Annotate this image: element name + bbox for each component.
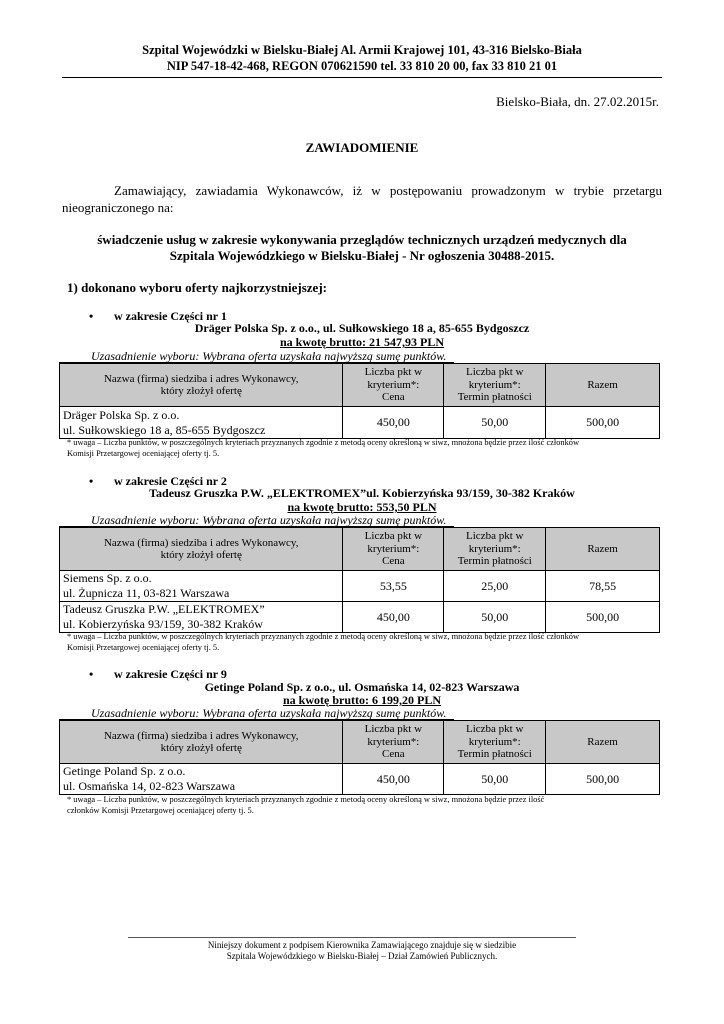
table-row: [60, 407, 660, 439]
offers-table: [59, 720, 660, 795]
total-points-cell: 500,00: [546, 602, 660, 633]
col-total-header: Razem: [546, 364, 660, 407]
footer-line-2: Szpitala Wojewódzkiego w Bielsku-Białej – Dział Zamówień Publicznych.: [226, 951, 498, 961]
part-label: w zakresie Części nr 2: [114, 474, 227, 488]
part-heading: • w zakresie Części nr 9: [89, 667, 227, 681]
points-note: * uwaga – Liczba punktów, w poszczególnych kryteriach przyznanych zgodnie z metodą oceny określoną w siwz, mnożona będzie przez ilość członków Komisji Przetargowej oceniającej oferty tj. 5.: [67, 795, 545, 815]
col-total-header: Razem: [546, 721, 660, 764]
intro-paragraph: [62, 182, 662, 216]
amount-line: na kwotę brutto: 553,50 PLN: [287, 500, 437, 514]
price-points-cell: 450,00: [343, 764, 444, 795]
offer-name-cell: Getinge Poland Sp. z o.o. ul. Osmańska 14, 02-823 Warszawa: [60, 764, 343, 795]
total-points-cell: 500,00: [546, 407, 660, 439]
header-divider: [62, 77, 662, 78]
winner-line: Tadeusz Gruszka P.W. „ELEKTROMEX”ul. Kobierzyńska 93/159, 30-382 Kraków: [149, 486, 575, 500]
justification-text: Uzasadnienie wyboru: Wybrana oferta uzyskała najwyższą sumę punktów.: [91, 706, 447, 720]
total-points-cell: 500,00: [546, 764, 660, 795]
points-note: * uwaga – Liczba punktów, w poszczególnych kryteriach przyznanych zgodnie z metodą oceny określoną w siwz, mnożona będzie przez ilość członków Komisji Przetargowej oceniającej oferty tj. 5.: [67, 438, 579, 458]
intro-text: Zamawiający, zawiadamia Wykonawców, iż w postępowaniu prowadzonym w trybie przetargu nieograniczonego na:: [62, 183, 662, 215]
offer-name-cell: Siemens Sp. z o.o. ul. Żupnicza 11, 03-821 Warszawa: [60, 571, 343, 602]
offer-name-cell: Dräger Polska Sp. z o.o. ul. Sułkowskiego 18 a, 85-655 Bydgoszcz: [60, 407, 343, 439]
col-price-header: Liczba pkt w kryterium*: Cena: [343, 721, 444, 764]
footer-divider: [128, 937, 576, 938]
col-total-header: Razem: [546, 528, 660, 571]
tender-subject-line-2: Szpitala Wojewódzkiego w Bielsku-Białej - Nr ogłoszenia 30488-2015.: [169, 248, 555, 263]
hospital-contact-line: NIP 547-18-42-468, REGON 070621590 tel. 33 810 20 00, fax 33 810 21 01: [166, 59, 558, 73]
points-note: * uwaga – Liczba punktów, w poszczególnych kryteriach przyznanych zgodnie z metodą oceny określoną w siwz, mnożona będzie przez ilość członków Komisji Przetargowej oceniającej oferty tj. 5.: [67, 632, 579, 652]
justification-text: Uzasadnienie wyboru: Wybrana oferta uzyskała najwyższą sumę punktów.: [91, 349, 447, 363]
winner-line: Getinge Poland Sp. z o.o., ul. Osmańska 14, 02-823 Warszawa: [204, 680, 520, 694]
footer-line-1: Niniejszy dokument z podpisem Kierownika Zamawiającego znajduje się w siedzibie: [207, 940, 517, 950]
table-row: [60, 764, 660, 795]
table-header-row: [60, 528, 660, 571]
term-points-cell: 50,00: [444, 407, 546, 439]
total-points-cell: 78,55: [546, 571, 660, 602]
justification-text: Uzasadnienie wyboru: Wybrana oferta uzyskała najwyższą sumę punktów.: [91, 513, 447, 527]
amount-line: na kwotę brutto: 6 199,20 PLN: [283, 693, 441, 707]
col-name-header: Nazwa (firma) siedziba i adres Wykonawcy, który złożył ofertę: [60, 364, 343, 407]
part-label: w zakresie Części nr 1: [114, 309, 227, 323]
term-points-cell: 50,00: [444, 602, 546, 633]
col-price-header: Liczba pkt w kryterium*: Cena: [343, 528, 444, 571]
col-term-header: Liczba pkt w kryterium*: Termin płatności: [444, 364, 546, 407]
footer-note: [0, 940, 724, 962]
document-date: Bielsko-Biała, dn. 27.02.2015r.: [496, 94, 659, 109]
offers-table: [59, 363, 660, 439]
term-points-cell: 25,00: [444, 571, 546, 602]
col-name-header: Nazwa (firma) siedziba i adres Wykonawcy, który złożył ofertę: [60, 721, 343, 764]
term-points-cell: 50,00: [444, 764, 546, 795]
offer-name-cell: Tadeusz Gruszka P.W. „ELEKTROMEX” ul. Kobierzyńska 93/159, 30-382 Kraków: [60, 602, 343, 633]
tender-subject: [62, 232, 662, 264]
section-1-heading: 1) dokonano wyboru oferty najkorzystniejszej:: [67, 280, 327, 295]
price-points-cell: 53,55: [343, 571, 444, 602]
offers-table: [59, 527, 660, 633]
price-points-cell: 450,00: [343, 407, 444, 439]
part-heading: • w zakresie Części nr 2: [89, 474, 227, 488]
part-heading: • w zakresie Części nr 1: [89, 309, 227, 323]
table-row: [60, 602, 660, 633]
winner-line: Dräger Polska Sp. z o.o., ul. Sułkowskiego 18 a, 85-655 Bydgoszcz: [194, 321, 530, 335]
col-name-header: Nazwa (firma) siedziba i adres Wykonawcy, który złożył ofertę: [60, 528, 343, 571]
amount-line: na kwotę brutto: 21 547,93 PLN: [280, 335, 444, 349]
price-points-cell: 450,00: [343, 602, 444, 633]
col-term-header: Liczba pkt w kryterium*: Termin płatności: [444, 528, 546, 571]
table-row: [60, 571, 660, 602]
part-label: w zakresie Części nr 9: [114, 667, 227, 681]
col-price-header: Liczba pkt w kryterium*: Cena: [343, 364, 444, 407]
hospital-name-line: Szpital Wojewódzki w Bielsku-Białej Al. Armii Krajowej 101, 43-316 Bielsko-Biała: [142, 43, 582, 57]
table-header-row: [60, 364, 660, 407]
col-term-header: Liczba pkt w kryterium*: Termin płatności: [444, 721, 546, 764]
document-title: ZAWIADOMIENIE: [305, 140, 419, 155]
tender-subject-line-1: świadczenie usług w zakresie wykonywania przeglądów technicznych urządzeń medycznych dla: [97, 232, 627, 247]
table-header-row: [60, 721, 660, 764]
